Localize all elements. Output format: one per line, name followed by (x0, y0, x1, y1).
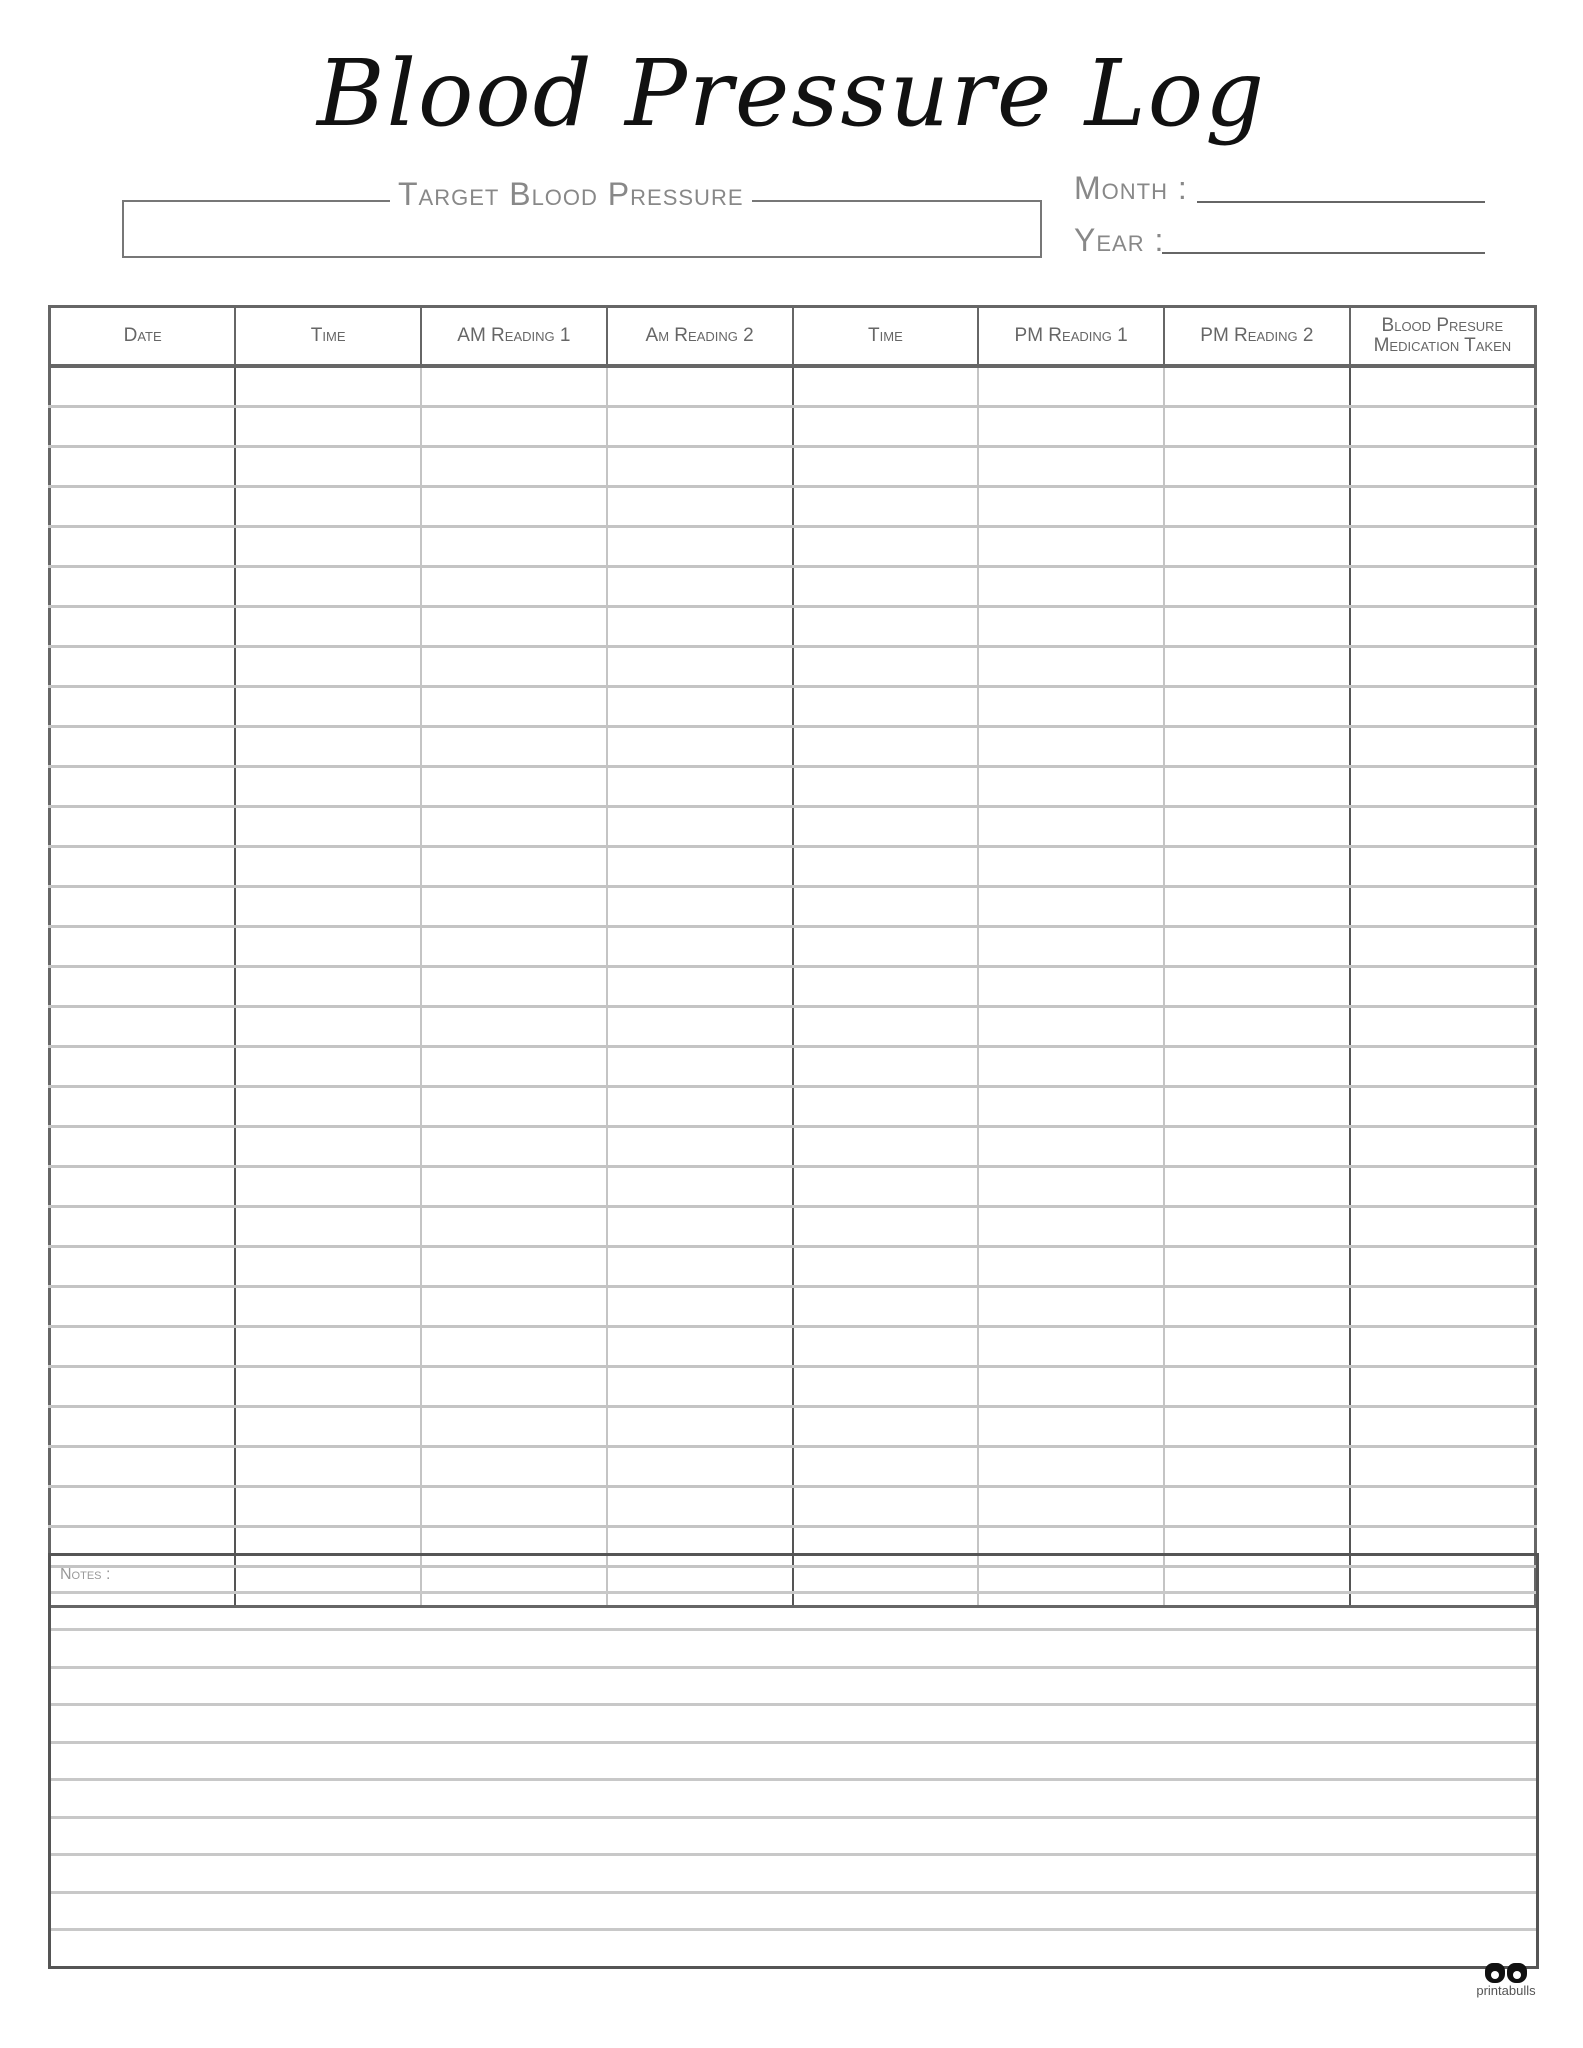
log-cell[interactable] (1350, 967, 1536, 1007)
log-cell[interactable] (1350, 1487, 1536, 1527)
log-cell[interactable] (1164, 607, 1350, 647)
log-cell[interactable] (1350, 1447, 1536, 1487)
table-row (50, 1407, 1536, 1447)
log-cell[interactable] (607, 1087, 793, 1127)
log-cell[interactable] (421, 1207, 607, 1247)
log-cell[interactable] (793, 1407, 979, 1447)
notes-line[interactable] (51, 1778, 1536, 1816)
column-header: Time (793, 307, 979, 367)
table-row (50, 407, 1536, 447)
log-cell[interactable] (1164, 807, 1350, 847)
table-row (50, 847, 1536, 887)
month-label: Month : (1074, 170, 1188, 206)
log-cell[interactable] (607, 847, 793, 887)
log-cell[interactable] (1350, 687, 1536, 727)
log-cell[interactable] (607, 407, 793, 447)
table-row (50, 1447, 1536, 1487)
log-cell[interactable] (235, 527, 421, 567)
log-cell[interactable] (793, 847, 979, 887)
log-cell[interactable] (978, 1007, 1164, 1047)
log-cell[interactable] (607, 967, 793, 1007)
log-cell[interactable] (50, 447, 236, 487)
log-cell[interactable] (235, 927, 421, 967)
log-cell[interactable] (235, 487, 421, 527)
log-cell[interactable] (50, 1127, 236, 1167)
table-row (50, 1287, 1536, 1327)
log-cell[interactable] (421, 1087, 607, 1127)
log-cell[interactable] (793, 1207, 979, 1247)
log-cell[interactable] (978, 1047, 1164, 1087)
log-cell[interactable] (50, 567, 236, 607)
table-row (50, 1007, 1536, 1047)
log-cell[interactable] (1164, 366, 1350, 407)
log-cell[interactable] (1164, 407, 1350, 447)
log-cell[interactable] (50, 927, 236, 967)
log-cell[interactable] (793, 366, 979, 407)
table-row (50, 447, 1536, 487)
log-cell[interactable] (235, 1247, 421, 1287)
log-cell[interactable] (978, 1127, 1164, 1167)
log-cell[interactable] (607, 527, 793, 567)
log-cell[interactable] (421, 927, 607, 967)
log-cell[interactable] (235, 1287, 421, 1327)
log-cell[interactable] (1164, 1167, 1350, 1207)
table-row (50, 887, 1536, 927)
table-row (50, 527, 1536, 567)
log-cell[interactable] (421, 447, 607, 487)
log-cell[interactable] (1350, 727, 1536, 767)
log-cell[interactable] (421, 1367, 607, 1407)
log-cell[interactable] (50, 1247, 236, 1287)
log-cell[interactable] (50, 1487, 236, 1527)
log-cell[interactable] (607, 927, 793, 967)
log-cell[interactable] (978, 487, 1164, 527)
table-row (50, 727, 1536, 767)
log-cell[interactable] (1350, 1167, 1536, 1207)
log-cell[interactable] (793, 727, 979, 767)
log-cell[interactable] (793, 407, 979, 447)
log-cell[interactable] (607, 567, 793, 607)
year-field[interactable] (1162, 252, 1485, 254)
log-cell[interactable] (793, 1007, 979, 1047)
month-field[interactable] (1197, 201, 1485, 203)
log-cell[interactable] (235, 366, 421, 407)
log-cell[interactable] (793, 1447, 979, 1487)
log-cell[interactable] (793, 1487, 979, 1527)
target-blood-pressure-label: Target Blood Pressure (390, 176, 752, 213)
log-cell[interactable] (421, 1287, 607, 1327)
log-cell[interactable] (607, 487, 793, 527)
column-header: Date (50, 307, 236, 367)
log-cell[interactable] (1350, 1127, 1536, 1167)
log-cell[interactable] (607, 1167, 793, 1207)
log-cell[interactable] (978, 1367, 1164, 1407)
column-header: Time (235, 307, 421, 367)
table-row (50, 1207, 1536, 1247)
log-cell[interactable] (793, 927, 979, 967)
table-row (50, 487, 1536, 527)
log-cell[interactable] (235, 647, 421, 687)
notes-label: Notes : (60, 1566, 111, 1583)
log-cell[interactable] (50, 1367, 236, 1407)
log-cell[interactable] (235, 607, 421, 647)
log-cell[interactable] (1164, 647, 1350, 687)
notes-line[interactable] (51, 1666, 1536, 1704)
log-cell[interactable] (978, 447, 1164, 487)
log-cell[interactable] (978, 1407, 1164, 1447)
log-cell[interactable] (421, 1007, 607, 1047)
log-cell[interactable] (50, 487, 236, 527)
log-cell[interactable] (793, 1247, 979, 1287)
log-cell[interactable] (1350, 527, 1536, 567)
log-cell[interactable] (607, 727, 793, 767)
log-cell[interactable] (1350, 567, 1536, 607)
log-cell[interactable] (1164, 1047, 1350, 1087)
log-cell[interactable] (978, 647, 1164, 687)
table-row (50, 927, 1536, 967)
log-cell[interactable] (421, 767, 607, 807)
log-cell[interactable] (607, 1207, 793, 1247)
log-cell[interactable] (793, 1167, 979, 1207)
log-cell[interactable] (978, 687, 1164, 727)
log-cell[interactable] (1164, 1407, 1350, 1447)
log-cell[interactable] (421, 607, 607, 647)
log-cell[interactable] (1350, 1007, 1536, 1047)
log-cell[interactable] (607, 447, 793, 487)
log-cell[interactable] (1164, 447, 1350, 487)
notes-line[interactable] (51, 1628, 1536, 1666)
notes-section (48, 1553, 1539, 1969)
log-cell[interactable] (978, 1087, 1164, 1127)
table-row (50, 1247, 1536, 1287)
log-cell[interactable] (1164, 567, 1350, 607)
log-cell[interactable] (607, 607, 793, 647)
log-cell[interactable] (793, 1127, 979, 1167)
log-cell[interactable] (978, 847, 1164, 887)
log-cell[interactable] (793, 967, 979, 1007)
log-cell[interactable] (607, 366, 793, 407)
log-cell[interactable] (421, 1487, 607, 1527)
notes-line[interactable] (51, 1741, 1536, 1779)
log-cell[interactable] (50, 607, 236, 647)
log-cell[interactable] (421, 1127, 607, 1167)
log-cell[interactable] (978, 727, 1164, 767)
log-cell[interactable] (978, 927, 1164, 967)
log-cell[interactable] (50, 1207, 236, 1247)
notes-line[interactable] (51, 1703, 1536, 1741)
log-cell[interactable] (421, 1447, 607, 1487)
log-cell[interactable] (1350, 1327, 1536, 1367)
log-cell[interactable] (421, 487, 607, 527)
log-cell[interactable] (1164, 727, 1350, 767)
log-cell[interactable] (235, 447, 421, 487)
log-cell[interactable] (235, 1087, 421, 1127)
notes-line[interactable] (51, 1816, 1536, 1854)
log-cell[interactable] (421, 807, 607, 847)
dog-icon (1485, 1963, 1505, 1983)
log-cell[interactable] (1350, 647, 1536, 687)
log-cell[interactable] (607, 1047, 793, 1087)
log-cell[interactable] (50, 967, 236, 1007)
table-row (50, 1047, 1536, 1087)
log-cell[interactable] (235, 1167, 421, 1207)
log-cell[interactable] (1164, 927, 1350, 967)
log-cell[interactable] (235, 407, 421, 447)
log-cell[interactable] (50, 887, 236, 927)
log-cell[interactable] (1350, 847, 1536, 887)
table-row (50, 1087, 1536, 1127)
log-cell[interactable] (50, 1407, 236, 1447)
notes-line[interactable] (51, 1556, 1536, 1591)
log-cell[interactable] (1350, 1087, 1536, 1127)
log-cell[interactable] (1350, 807, 1536, 847)
log-cell[interactable] (978, 887, 1164, 927)
table-row (50, 567, 1536, 607)
log-cell[interactable] (421, 1167, 607, 1207)
table-row (50, 366, 1536, 407)
log-cell[interactable] (793, 767, 979, 807)
log-cell[interactable] (421, 887, 607, 927)
year-label: Year : (1074, 222, 1165, 258)
log-cell[interactable] (235, 727, 421, 767)
log-cell[interactable] (1350, 447, 1536, 487)
log-cell[interactable] (1164, 887, 1350, 927)
log-cell[interactable] (978, 567, 1164, 607)
log-cell[interactable] (421, 727, 607, 767)
log-cell[interactable] (50, 767, 236, 807)
log-cell[interactable] (793, 687, 979, 727)
log-cell[interactable] (1350, 366, 1536, 407)
brand-text: printabulls (1476, 1983, 1536, 1998)
log-cell[interactable] (793, 647, 979, 687)
log-cell[interactable] (235, 767, 421, 807)
log-cell[interactable] (50, 1007, 236, 1047)
log-cell[interactable] (50, 1047, 236, 1087)
table-row (50, 767, 1536, 807)
table-row (50, 1367, 1536, 1407)
log-cell[interactable] (607, 1447, 793, 1487)
log-cell[interactable] (978, 527, 1164, 567)
log-cell[interactable] (421, 366, 607, 407)
table-row (50, 807, 1536, 847)
notes-line[interactable] (51, 1591, 1536, 1629)
log-cell[interactable] (235, 1327, 421, 1367)
log-cell[interactable] (235, 1007, 421, 1047)
log-cell[interactable] (1164, 487, 1350, 527)
dog-icon (1507, 1963, 1527, 1983)
log-cell[interactable] (1350, 487, 1536, 527)
table-row (50, 647, 1536, 687)
log-cell[interactable] (1164, 1327, 1350, 1367)
log-cell[interactable] (978, 767, 1164, 807)
log-cell[interactable] (978, 1487, 1164, 1527)
log-cell[interactable] (607, 1127, 793, 1167)
log-cell[interactable] (607, 687, 793, 727)
log-cell[interactable] (50, 1287, 236, 1327)
log-cell[interactable] (1350, 1407, 1536, 1447)
table-row (50, 967, 1536, 1007)
column-header: Am Reading 2 (607, 307, 793, 367)
page-title: Blood Pressure Log (317, 40, 1266, 147)
log-cell[interactable] (978, 1247, 1164, 1287)
log-cell[interactable] (235, 1447, 421, 1487)
log-cell[interactable] (50, 847, 236, 887)
log-cell[interactable] (1164, 687, 1350, 727)
log-cell[interactable] (607, 647, 793, 687)
log-cell[interactable] (421, 1047, 607, 1087)
log-cell[interactable] (421, 527, 607, 567)
log-cell[interactable] (50, 1447, 236, 1487)
log-cell[interactable] (607, 1327, 793, 1367)
log-cell[interactable] (235, 1127, 421, 1167)
log-cell[interactable] (50, 647, 236, 687)
log-cell[interactable] (1164, 1127, 1350, 1167)
log-cell[interactable] (1350, 887, 1536, 927)
log-cell[interactable] (1164, 1447, 1350, 1487)
column-header: PM Reading 2 (1164, 307, 1350, 367)
log-cell[interactable] (1164, 1367, 1350, 1407)
log-cell[interactable] (235, 807, 421, 847)
log-cell[interactable] (1164, 1487, 1350, 1527)
log-cell[interactable] (421, 407, 607, 447)
log-cell[interactable] (235, 967, 421, 1007)
log-cell[interactable] (978, 1447, 1164, 1487)
table-row (50, 1327, 1536, 1367)
log-cell[interactable] (1350, 407, 1536, 447)
log-cell[interactable] (978, 1327, 1164, 1367)
log-cell[interactable] (607, 1007, 793, 1047)
log-cell[interactable] (607, 1367, 793, 1407)
log-cell[interactable] (421, 1327, 607, 1367)
log-cell[interactable] (50, 527, 236, 567)
log-cell[interactable] (235, 1487, 421, 1527)
log-cell[interactable] (793, 527, 979, 567)
table-row (50, 607, 1536, 647)
log-cell[interactable] (421, 687, 607, 727)
log-cell[interactable] (607, 887, 793, 927)
log-cell[interactable] (978, 807, 1164, 847)
log-cell[interactable] (978, 1287, 1164, 1327)
log-cell[interactable] (235, 1047, 421, 1087)
log-cell[interactable] (607, 767, 793, 807)
log-cell[interactable] (1350, 927, 1536, 967)
log-cell[interactable] (1164, 767, 1350, 807)
log-cell[interactable] (607, 807, 793, 847)
log-cell[interactable] (235, 847, 421, 887)
log-cell[interactable] (421, 967, 607, 1007)
log-cell[interactable] (793, 607, 979, 647)
column-header: Blood Presure Medication Taken (1350, 307, 1536, 367)
log-cell[interactable] (1350, 1247, 1536, 1287)
log-cell[interactable] (978, 366, 1164, 407)
log-cell[interactable] (1164, 1247, 1350, 1287)
log-cell[interactable] (793, 487, 979, 527)
log-cell[interactable] (793, 1087, 979, 1127)
log-cell[interactable] (50, 1167, 236, 1207)
log-cell[interactable] (793, 447, 979, 487)
log-cell[interactable] (607, 1247, 793, 1287)
printabulls-logo (1466, 1963, 1546, 1998)
log-cell[interactable] (1164, 847, 1350, 887)
column-header: PM Reading 1 (978, 307, 1164, 367)
log-cell[interactable] (235, 1207, 421, 1247)
notes-line[interactable] (51, 1891, 1536, 1929)
log-cell[interactable] (1350, 1207, 1536, 1247)
notes-line[interactable] (51, 1853, 1536, 1891)
log-cell[interactable] (1164, 527, 1350, 567)
log-cell[interactable] (1164, 967, 1350, 1007)
log-cell[interactable] (50, 687, 236, 727)
log-cell[interactable] (793, 1287, 979, 1327)
log-cell[interactable] (421, 1247, 607, 1287)
log-cell[interactable] (421, 647, 607, 687)
log-cell[interactable] (235, 887, 421, 927)
log-cell[interactable] (607, 1487, 793, 1527)
column-header: AM Reading 1 (421, 307, 607, 367)
notes-line[interactable] (51, 1928, 1536, 1966)
table-row (50, 1167, 1536, 1207)
log-cell[interactable] (978, 407, 1164, 447)
log-cell[interactable] (1164, 1207, 1350, 1247)
log-cell[interactable] (235, 687, 421, 727)
log-cell[interactable] (50, 807, 236, 847)
log-cell[interactable] (1164, 1287, 1350, 1327)
log-cell[interactable] (1164, 1007, 1350, 1047)
log-cell[interactable] (793, 1047, 979, 1087)
log-cell[interactable] (50, 1087, 236, 1127)
log-cell[interactable] (235, 567, 421, 607)
log-cell[interactable] (1350, 1047, 1536, 1087)
log-cell[interactable] (793, 887, 979, 927)
log-cell[interactable] (793, 567, 979, 607)
log-cell[interactable] (793, 807, 979, 847)
table-row (50, 1127, 1536, 1167)
log-cell[interactable] (235, 1367, 421, 1407)
log-cell[interactable] (978, 967, 1164, 1007)
log-cell[interactable] (793, 1327, 979, 1367)
table-row (50, 687, 1536, 727)
log-cell[interactable] (607, 1287, 793, 1327)
log-cell[interactable] (50, 407, 236, 447)
log-cell[interactable] (235, 1407, 421, 1447)
log-cell[interactable] (1350, 607, 1536, 647)
log-cell[interactable] (1164, 1087, 1350, 1127)
log-cell[interactable] (421, 847, 607, 887)
log-cell[interactable] (421, 1407, 607, 1447)
log-cell[interactable] (50, 366, 236, 407)
log-cell[interactable] (1350, 767, 1536, 807)
log-cell[interactable] (1350, 1287, 1536, 1327)
log-cell[interactable] (793, 1367, 979, 1407)
log-cell[interactable] (978, 1167, 1164, 1207)
log-cell[interactable] (607, 1407, 793, 1447)
log-cell[interactable] (978, 607, 1164, 647)
log-table (48, 305, 1537, 1608)
table-row (50, 1487, 1536, 1527)
log-cell[interactable] (50, 1327, 236, 1367)
log-cell[interactable] (50, 727, 236, 767)
log-cell[interactable] (1350, 1367, 1536, 1407)
log-cell[interactable] (421, 567, 607, 607)
log-cell[interactable] (978, 1207, 1164, 1247)
